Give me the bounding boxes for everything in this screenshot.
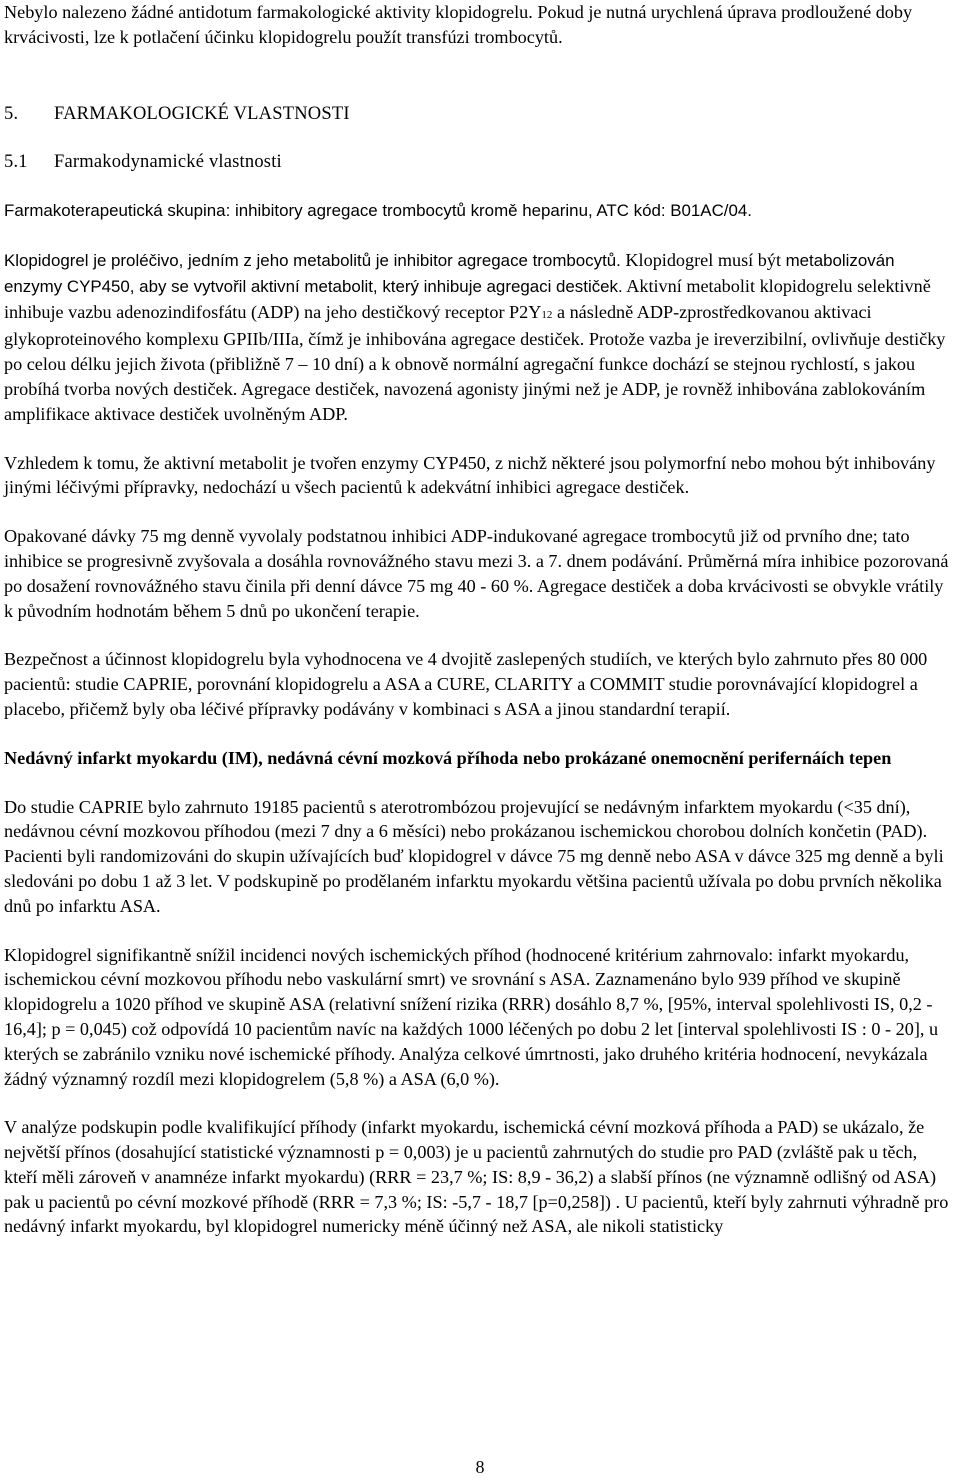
section-5-number: 5. (4, 103, 19, 124)
section-5-1-heading (4, 150, 954, 175)
document-page (4, 0, 954, 1239)
mechanism-part-3: Aktivní metabolit klopidogrelu selektivně inhibuje vazbu adenozindifosfátu (ADP) na jeho destičkový receptor P2Y (4, 275, 931, 322)
mechanism-part-4: a následně ADP-zprostředkovanou aktivaci glykoproteinového komplexu GPIIb/IIIa, čímž je inhibována agregace destiček. Protože vazba je ireverzibilní, ovlivňuje destičky po celou délku jejich života (přibližně 7 – 10 dní) a k obnově normální agregační funkce dochází se stejnou rychlostí, s jakou probíhá tvorba nových destiček. Agregace destiček, navozená agonisty jinými než je ADP, je rovněž inhibována zablokováním amplifikace aktivace destiček uvolněným ADP. (4, 301, 946, 424)
caprie-paragraph: Do studie CAPRIE bylo zahrnuto 19185 pacientů s aterotrombózou projevující se nedávným infarktem myokardu (<35 dní), nedávnou cévní mozkovou příhodou (mezi 7 dny a 6 měsíci) nebo prokázanou ischemickou chorobou dolních končetin (PAD). Pacienti byli randomizováni do skupin užívajících buď klopidogrel v dávce 75 mg denně nebo ASA v dávce 325 mg denně a byli sledováni po dobu 1 až 3 let. V podskupině po prodělaném infarktu myokardu většina pacientů užívala po dobu prvních několika dnů po infarktu ASA. (4, 796, 944, 916)
subgroups-paragraph: V analýze podskupin podle kvalifikující příhody (infarkt myokardu, ischemická cévní mozková příhoda a PAD) se ukázalo, že největší přínos (dosahující statistické významnosti p = 0,003) je u pacientů zahrnutých do studie pro PAD (zvláště pak u těch, kteří měli zároveň v anamnéze infarkt myokardu) (RRR = 23,7 %; IS: 8,9 - 36,2) a slabší přínos (ne významně odlišný od ASA) pak u pacientů po cévní mozkové příhodě (RRR = 7,3 %; IS: -5,7 - 18,7 [p=0,258]) . U pacientů, kteří byly zahrnuti výhradně pro nedávný infarkt myokardu, byl klopidogrel numericky méně účinný než ASA, ale nikoli statisticky (4, 1117, 949, 1237)
page-number: 8 (475, 1457, 485, 1477)
mechanism-lead: Klopidogrel je proléčivo, jedním z jeho metabolitů je inhibitor agregace trombocytů. (4, 250, 621, 270)
intro-paragraph: Nebylo nalezeno žádné antidotum farmakologické aktivity klopidogrelu. Pokud je nutná urychlená úprava prodloužené doby krvácivosti, lze k potlačení účinku klopidogrelu použít transfúzi trombocytů. (4, 2, 913, 47)
atc-paragraph: Farmakoterapeutická skupina: inhibitory agregace trombocytů kromě heparinu, ATC kód: B01AC/04. (4, 201, 752, 221)
results-paragraph: Klopidogrel signifikantně snížil incidenci nových ischemických příhod (hodnocené kritérium zahrnovalo: infarkt myokardu, ischemickou cévní mozkovou příhodu nebo vaskulární smrt) ve srovnání s ASA. Zaznamenáno bylo 939 příhod ve skupině klopidogrelu a 1020 příhod ve skupině ASA (relativní snížení rizika (RRR) dosáhlo 8,7 %, [95%, interval spolehlivosti IS, 0,2 - 16,4]; p = 0,045) což odpovídá 10 pacientům navíc na každých 1000 léčených po dobu 2 let [interval spolehlivosti IS : 0 - 20], u kterých se zabránilo vzniku nové ischemické příhody. Analýza celkové úmrtnosti, jako druhého kritéria hodnocení, nevykázala žádný významný rozdíl mezi klopidogrelem (5,8 %) a ASA (6,0 %). (4, 944, 939, 1089)
safety-paragraph: Bezpečnost a účinnost klopidogrelu byla vyhodnocena ve 4 dvojitě zaslepených studiích, ve kterých bylo zahrnuto přes 80 000 pacientů: studie CAPRIE, porovnání klopidogrelu a ASA a CURE, CLARITY a COMMIT studie porovnávající klopidogrel a placebo, přičemž byly oba léčivé přípravky podávány v kombinaci s ASA a jinou standardní terapií. (4, 649, 928, 719)
receptor-subscript: 12 (541, 308, 553, 321)
mechanism-part-1: Klopidogrel musí být (620, 249, 786, 270)
section-5-1-number: 5.1 (4, 152, 28, 173)
subsection-heading: Nedávný infarkt myokardu (IM), nedávná cévní mozková příhoda nebo prokázané onemocnění perifernáích tepen (4, 747, 892, 768)
dosing-paragraph: Opakované dávky 75 mg denně vyvolaly podstatnou inhibici ADP-indukované agregace trombocytů již od prvního dne; tato inhibice se progresivně zvyšovala a dosáhla rovnovážného stavu mezi 3. a 7. dnem podávání. Průměrná míra inhibice pozorovaná po dosažení rovnovážného stavu činila při denní dávce 75 mg 40 - 60 %. Agregace destiček a doba krvácivosti se obvykle vrátily k původním hodnotám během 5 dnů po ukončení terapie. (4, 526, 949, 621)
section-5-heading (4, 102, 954, 127)
mechanism-part-2: metabolizován enzymy CYP450, aby se vytvořil aktivní metabolit, který inhibuje agregaci destiček. (4, 250, 895, 296)
section-5-1-title: Farmakodynamické vlastnosti (54, 152, 282, 173)
mechanism-paragraph (4, 248, 954, 427)
section-5-title: FARMAKOLOGICKÉ VLASTNOSTI (54, 103, 350, 124)
cyp-paragraph: Vzhledem k tomu, že aktivní metabolit je tvořen enzymy CYP450, z nichž některé jsou polymorfní nebo mohou být inhibovány jinými léčivými přípravky, nedochází u všech pacientů k adekvátní inhibici agregace destiček. (4, 452, 936, 498)
